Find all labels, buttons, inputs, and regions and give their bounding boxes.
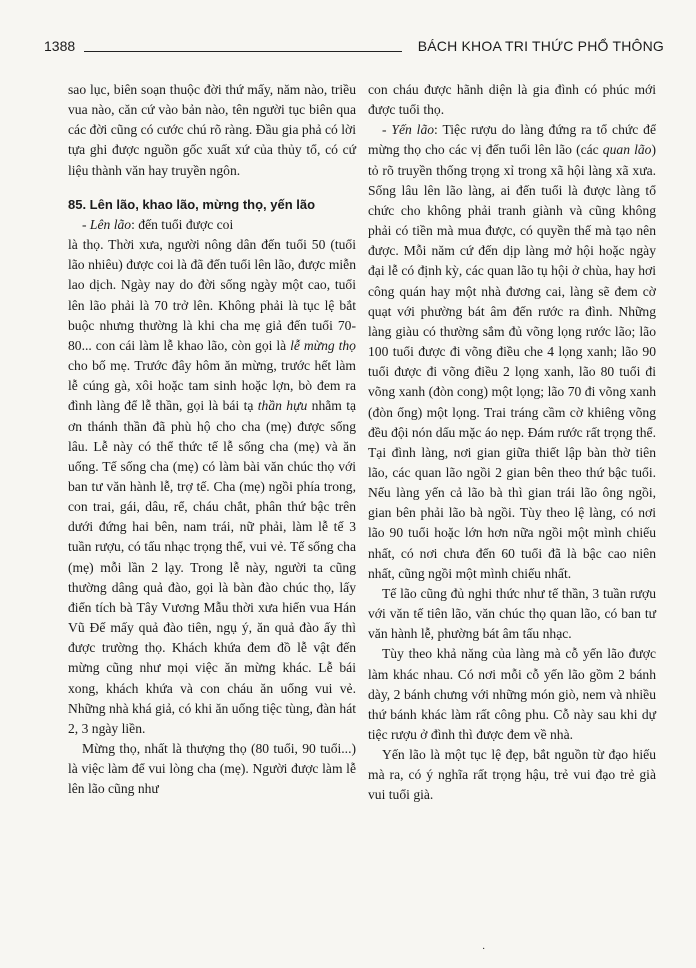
footer-mark: · — [482, 944, 486, 955]
header-rule — [84, 51, 402, 52]
section-heading: 85. Lên lão, khao lão, mừng thọ, yến lão — [68, 196, 316, 212]
paragraph: con cháu được hãnh diện là gia đình có phúc mới được tuổi thọ. — [368, 82, 656, 118]
text-span: : đến tuổi được coi — [131, 216, 234, 232]
term-than-huu: thần hựu — [257, 398, 308, 414]
paragraph: Tùy theo khả năng của làng mà cỗ yến lão được làm khác nhau. Có nơi mỗi cỗ yến lão gồm 2 bánh dày, 2 bánh chưng với những món giò, nem và nhiều thứ bánh khác làm rất công phu. Cỗ này sau khi dự tiệc rượu ở đình thì được đem về nhà. — [368, 646, 656, 742]
term-yen-lao: - Yến lão — [382, 122, 435, 138]
text-span: cho bố mẹ. Trước đây hôm ăn mừng, trước hết làm lễ cúng gà, xôi hoặc tam sinh hoặc lợn, bò đem ra đình làng để lễ thần, gọi là bái tạ — [68, 358, 356, 414]
right-column — [368, 80, 656, 806]
term-quan-lao: quan lão — [602, 142, 652, 158]
text-span: : Tiệc rượu do làng đứng ra tổ chức để mừng thọ cho các vị đến tuổi lên lão (các — [368, 122, 656, 158]
left-column — [68, 80, 356, 799]
paragraph — [368, 120, 656, 584]
running-title: BÁCH KHOA TRI THỨC PHỔ THÔNG — [417, 38, 664, 54]
paragraph: sao lục, biên soạn thuộc đời thứ mấy, năm nào, triều vua nào, căn cứ vào bản nào, tên người tục biên qua các đời cũng có cước chú rõ ràng. Đầu gia phả có lời tựa ghi được nguồn gốc xuất xứ của thủy tổ, có cứ liệu thành văn hay truyền ngôn. — [68, 82, 356, 178]
page-header — [44, 38, 664, 60]
text-span: là thọ. Thời xưa, người nông dân đến tuổi 50 (tuổi lão nhiêu) được coi là đã đến tuổi lên lão, được miễn lao dịch. Ngày nay do đời sống ngày một cao, tuổi lên lão phải là 70 trở lên. Không phải là tục lệ bắt buộc nhưng thường là khi cha mẹ giả đến tuổi 70-80... con cái làm lễ khao lão, còn gọi là — [68, 237, 356, 353]
subsection-intro — [68, 215, 356, 235]
text-span: ) tỏ rõ truyền thống trọng xỉ trong xã hội làng xã xưa. Sống lâu lên lão làng, ai đến tuổi là được làng tổ chức cho không phải tranh giành và cũng không phải có tiền mà mua được, có quyền thế mà tạo nên được. Mỗi năm cứ đến dịp làng mở hội hoặc ngày đại lễ có định kỳ, các quan lão tụ hội ở chùa, hay hơi công quán hay một nhà đương cai, làng sẽ đem cờ quạt với phường bát âm đến rước ra đình. Những làng giàu có thường sắm đủ võng lọng rước lão; lão 100 tuổi được đi võng điều che 4 lọng xanh; lão 90 tuổi được đi võng điều 2 lọng xanh, lão 80 tuổi đi võng xanh (đòn cong) một lọng; lão 70 đi võng xanh (đòn ống) một lọng. Trai tráng cầm cờ khiêng võng đều đội nón dấu mặc áo nẹp. Đám rước rất trọng thể. Tại đình làng, nơi gian giữa thiết lập bàn thờ tiên lão, các quan lão ngồi 2 gian bên theo thứ bậc tuổi. Nếu làng yến cả lão bà thì gian trái lão ông ngồi, gian bên phải lão bà ngồi. Tùy theo lệ làng, có nơi lão 90 tuổi hoặc lớn hơn nữa ngồi một mình chiếu nhất, có nơi chưa đến 60 tuổi đã là bậc cao niên nhất, cũng ngồi một mình chiếu nhất. — [368, 142, 656, 581]
term-len-lao: - Lên lão — [82, 216, 132, 232]
paragraph — [68, 235, 356, 739]
term-le-mung-tho: lễ mừng thọ — [290, 337, 356, 353]
page-number: 1388 — [44, 38, 76, 54]
paragraph: Tế lão cũng đủ nghi thức như tế thần, 3 tuần rượu với văn tế tiên lão, văn chúc thọ quan lão, có ban tư văn hành lễ, phường bát âm tấu nhạc. — [368, 585, 656, 642]
paragraph: Mừng thọ, nhất là thượng thọ (80 tuổi, 90 tuổi...) là việc làm để vui lòng cha (mẹ). Người được làm lễ lên lão cũng như — [68, 741, 356, 797]
text-span: nhằm tạ ơn thánh thần đã phù hộ cho cha (mẹ) được sống lâu. Lễ này có thể thức tế lễ sống cha (mẹ) và ăn uống. Tế sống cha (mẹ) có làm bài văn chúc thọ với ban tư văn hành lễ, trợ tế. Cha (mẹ) ngồi phía trong, con trai, gái, dâu, rể, cháu chắt, phân thứ bậc trên dưới đứng hai bên, nam trái, nữ phải, làm lễ tế 3 tuần rượu, có tấu nhạc trọng thể, vui vẻ. Tế sống cha (mẹ) mỗi lần 2 lạy. Trong lễ này, người ta cũng thường dâng quả đào, gọi là bàn đào chúc thọ, lấy điển tích bà Tây Vương Mẫu thời xưa hiến vua Hán Vũ Đế mấy quả đào tiên, ngụ ý, ăn quả đào ấy thì được trường thọ. Khách khứa đem đồ lễ vật đến mừng cũng như mọi việc ăn mừng khác. Lễ bái xong, khách khứa và con cháu ăn uống vui vẻ. Những nhà khá giả, có khi ăn uống tiệc tùng, đàn hát 2, 3 ngày liền. — [68, 398, 357, 736]
paragraph: Yến lão là một tục lệ đẹp, bắt nguồn từ đạo hiếu mà ra, có ý nghĩa rất trọng hậu, trẻ vui đạo trẻ già vui tuổi già. — [368, 747, 656, 803]
